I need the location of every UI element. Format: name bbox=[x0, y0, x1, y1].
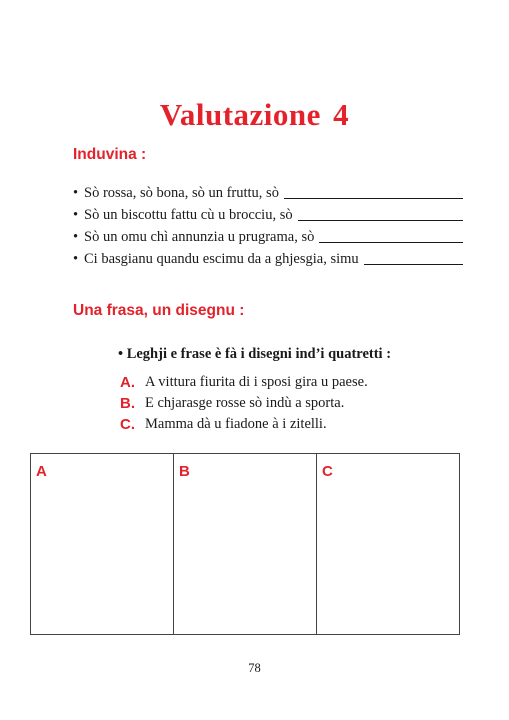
drawing-grid bbox=[30, 453, 460, 635]
sentence-letter: C. bbox=[120, 416, 135, 433]
answer-blank bbox=[298, 220, 463, 221]
riddle-text: Sò rossa, sò bona, sò un fruttu, sò bbox=[84, 185, 279, 201]
bullet: • bbox=[73, 251, 79, 267]
page-number: 78 bbox=[248, 661, 261, 675]
sentence-item bbox=[120, 393, 368, 414]
section-heading-frasa-disegnu: Una frasa, un disegnu : bbox=[73, 302, 245, 319]
riddle-item bbox=[73, 246, 463, 268]
riddle-text: Sò un biscottu fattu cù u brocciu, sò bbox=[84, 207, 293, 223]
sentence-text: E chjarasge rosse sò indù a sporta. bbox=[145, 395, 345, 411]
sentence-letter: B. bbox=[120, 395, 135, 412]
drawing-box-c[interactable] bbox=[317, 454, 459, 634]
riddle-text: Ci basgianu quandu escimu da a ghjesgia, simu bbox=[84, 251, 359, 267]
sentence-item bbox=[120, 372, 368, 393]
riddle-item bbox=[73, 180, 463, 202]
sentence-text: Mamma dà u fiadone à i zitelli. bbox=[145, 416, 327, 432]
bullet: • bbox=[73, 229, 79, 245]
drawing-box-label: C bbox=[322, 463, 333, 480]
answer-blank bbox=[284, 198, 463, 199]
riddle-item bbox=[73, 224, 463, 246]
drawing-box-b[interactable] bbox=[174, 454, 317, 634]
section-heading-induvina: Induvina : bbox=[73, 146, 147, 163]
answer-blank bbox=[319, 242, 463, 243]
riddle-item bbox=[73, 202, 463, 224]
drawing-box-a[interactable] bbox=[31, 454, 174, 634]
drawing-box-label: A bbox=[36, 463, 47, 480]
bullet: • bbox=[73, 207, 79, 223]
sentence-letter: A. bbox=[120, 374, 135, 391]
drawing-box-label: B bbox=[179, 463, 190, 480]
riddle-list bbox=[73, 180, 463, 268]
bullet: • bbox=[73, 185, 79, 201]
answer-blank bbox=[364, 264, 463, 265]
sentence-list bbox=[120, 372, 368, 435]
riddle-text: Sò un omu chì annunzia u prugrama, sò bbox=[84, 229, 315, 245]
instruction-text: • Leghji e frase è fà i disegni ind’i quatretti : bbox=[118, 346, 392, 362]
page-title: Valutazione 4 bbox=[159, 96, 350, 132]
sentence-item bbox=[120, 414, 368, 435]
sentence-text: A vittura fiurita di i sposi gira u paese. bbox=[145, 374, 368, 390]
